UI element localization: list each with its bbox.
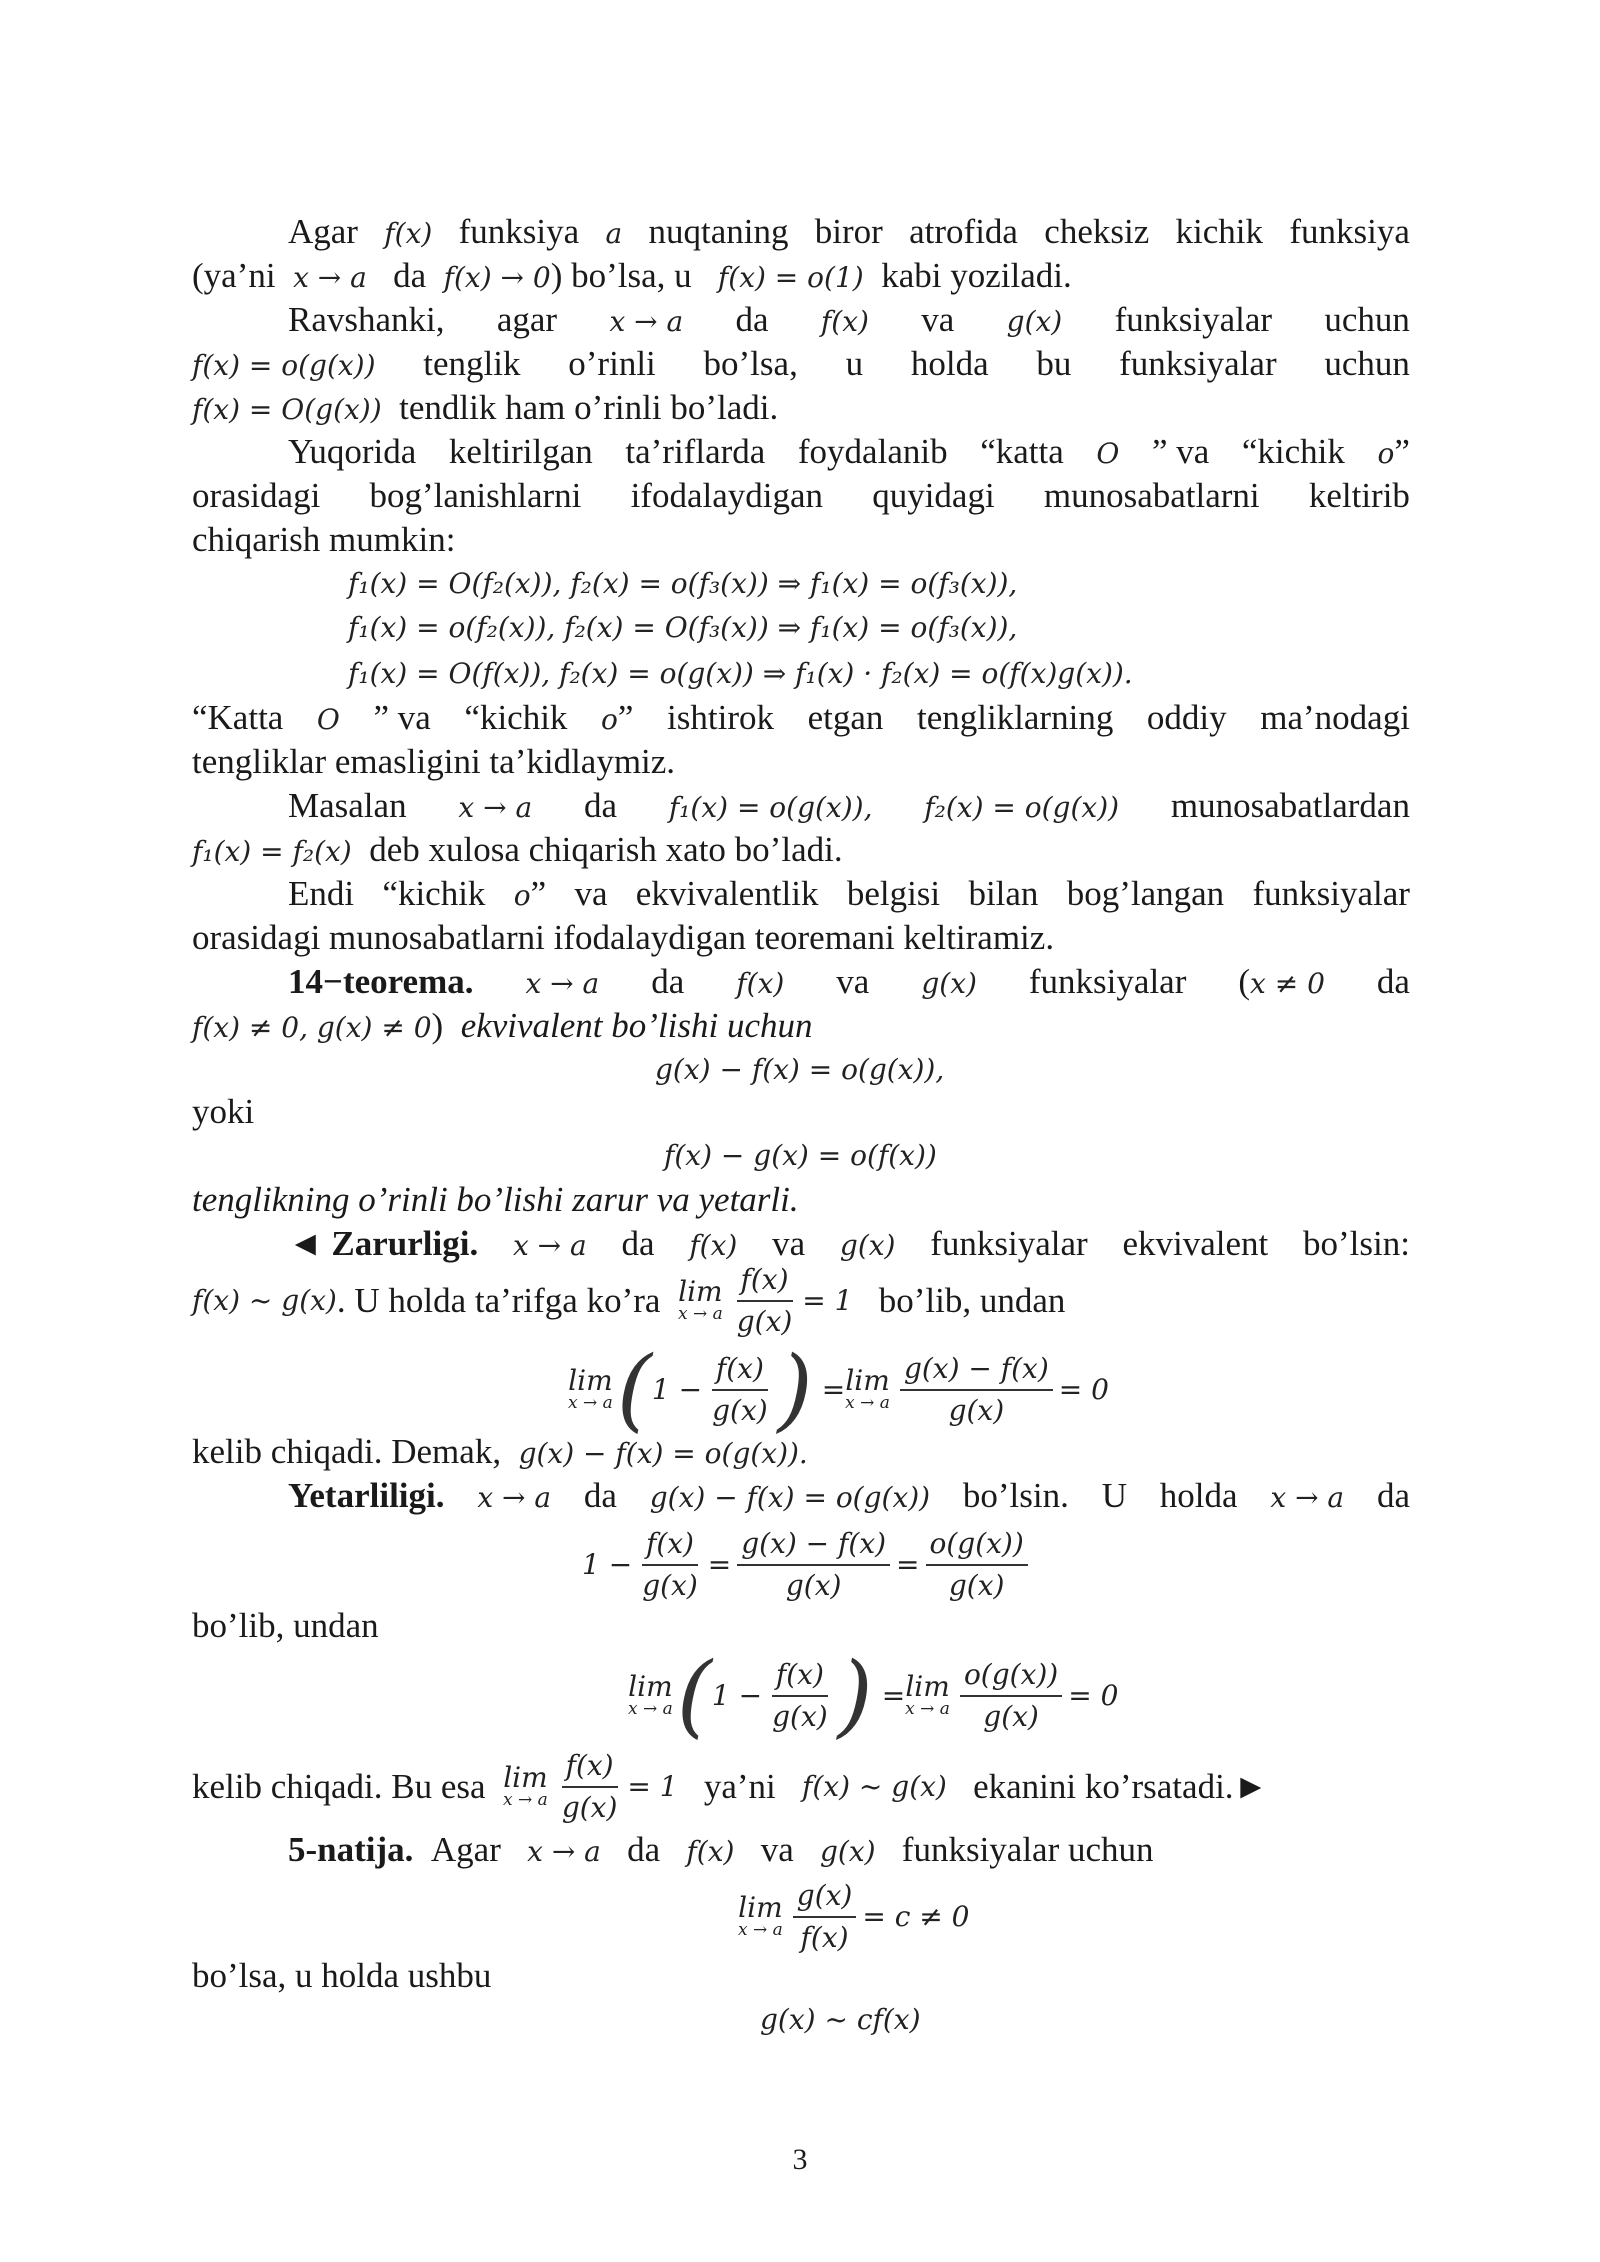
math: f(x) ~ g(x) bbox=[802, 1770, 947, 1803]
text: bilan bbox=[968, 874, 1039, 913]
text: cheksiz bbox=[1044, 212, 1150, 251]
text: ) bo’lsa, u bbox=[550, 256, 692, 295]
text: quyidagi bbox=[872, 476, 995, 515]
numerator: o(g(x)) bbox=[926, 1524, 1028, 1566]
text: o’rinli bbox=[568, 344, 656, 383]
p4-line-1 bbox=[192, 696, 1410, 742]
corollary-line-2: bo’lsa, u holda ushbu bbox=[192, 1956, 492, 1995]
math: f(x) → 0 bbox=[443, 261, 551, 294]
sufficiency-title: Yetarliligi. bbox=[288, 1476, 445, 1515]
text: da bbox=[1376, 1476, 1410, 1515]
math: f(x) ≠ 0, g(x) ≠ 0 bbox=[192, 1011, 432, 1044]
text: Endi bbox=[288, 874, 355, 913]
math: g(x) − f(x) = o(g(x)) bbox=[649, 1481, 931, 1514]
math: f(x) bbox=[689, 1229, 738, 1262]
text: funksiyalar bbox=[1119, 344, 1277, 383]
math: o bbox=[601, 703, 618, 736]
math: f(x) bbox=[736, 967, 785, 1000]
text: holda bbox=[1159, 1476, 1238, 1515]
denominator: g(x) bbox=[736, 1305, 793, 1338]
p3-line-1 bbox=[288, 430, 1410, 476]
denominator: g(x) bbox=[772, 1700, 828, 1733]
text: bog’langan bbox=[1066, 874, 1225, 913]
text: biror bbox=[814, 212, 883, 251]
lim-subscript: x → a bbox=[905, 1699, 950, 1719]
relation-2: f₁(x) = o(f₂(x)), f₂(x) = O(f₃(x)) ⇒ f₁(x) = o(f₃(x)), bbox=[348, 611, 1018, 644]
math: = bbox=[896, 1548, 920, 1581]
denominator: g(x) bbox=[561, 1791, 618, 1824]
limit bbox=[845, 1364, 890, 1413]
lim-subscript: x → a bbox=[677, 1304, 723, 1324]
necessity-line-2 bbox=[192, 1256, 1065, 1346]
lim-subscript: x → a bbox=[568, 1393, 613, 1413]
lim-subscript: x → a bbox=[845, 1393, 890, 1413]
math: = bbox=[821, 1373, 846, 1406]
text: kichik bbox=[1175, 212, 1264, 251]
text: ekanini ko’rsatadi. bbox=[973, 1767, 1234, 1806]
text: bu bbox=[1036, 344, 1072, 383]
text: funksiyalar uchun bbox=[901, 1830, 1154, 1869]
fraction bbox=[708, 1349, 772, 1431]
text: orasidagi bbox=[192, 476, 321, 515]
p2-line-1 bbox=[288, 298, 1410, 344]
limit bbox=[568, 1364, 613, 1413]
math: = 0 bbox=[1058, 1373, 1109, 1406]
fraction bbox=[638, 1524, 702, 1606]
fraction bbox=[793, 1876, 857, 1958]
math: x → a bbox=[525, 967, 600, 1000]
math: x → a bbox=[1270, 1481, 1345, 1514]
p6-line-1 bbox=[288, 872, 1410, 918]
text: bo’lsin. bbox=[962, 1476, 1069, 1515]
text: (ya’ni bbox=[192, 256, 276, 295]
text: belgisi bbox=[846, 874, 941, 913]
math: f₁(x) = f₂(x) bbox=[192, 835, 352, 868]
text: da bbox=[583, 786, 617, 825]
theorem-formula-2: f(x) − g(x) = o(f(x)) bbox=[664, 1139, 937, 1172]
math: g(x) bbox=[1006, 305, 1063, 338]
limit bbox=[628, 1670, 673, 1719]
text: atrofida bbox=[909, 212, 1018, 251]
math: = 1 bbox=[802, 1284, 853, 1317]
proof-end-marker: ► bbox=[1233, 1767, 1269, 1806]
math: x → a bbox=[293, 261, 367, 294]
denominator: g(x) bbox=[948, 1569, 1005, 1602]
text: Agar bbox=[430, 1830, 501, 1869]
denominator: g(x) bbox=[983, 1700, 1039, 1733]
denominator: g(x) bbox=[712, 1394, 768, 1427]
text: tengliklarning bbox=[916, 698, 1114, 737]
limit bbox=[905, 1670, 950, 1719]
fraction bbox=[733, 1260, 797, 1342]
text: ( bbox=[1238, 962, 1251, 1001]
text: “katta bbox=[980, 432, 1064, 471]
denominator: g(x) bbox=[785, 1569, 842, 1602]
text: uchun bbox=[1324, 300, 1410, 339]
math: o bbox=[1377, 437, 1395, 470]
lim-label: lim bbox=[568, 1364, 613, 1397]
text: tenglik bbox=[423, 344, 521, 383]
math: f(x) ~ g(x) bbox=[192, 1284, 337, 1317]
text: va bbox=[836, 962, 870, 1001]
text: bo’lsin: bbox=[1303, 1224, 1410, 1263]
denominator: g(x) bbox=[948, 1394, 1005, 1427]
lim-subscript: x → a bbox=[738, 1920, 783, 1940]
math: f(x) bbox=[686, 1835, 735, 1868]
fraction bbox=[900, 1349, 1053, 1431]
text: kelib chiqadi. Bu esa bbox=[192, 1767, 486, 1806]
math: 1 − bbox=[651, 1373, 703, 1406]
text: “kichik bbox=[1241, 432, 1345, 471]
text: “Katta bbox=[192, 698, 284, 737]
math: = bbox=[881, 1679, 906, 1712]
math: = 0 bbox=[1068, 1679, 1119, 1712]
math: g(x) − f(x) = o(g(x)). bbox=[518, 1437, 808, 1470]
text: kelib chiqadi. Demak, bbox=[192, 1432, 502, 1471]
text: . U holda ta’rifga ko’ra bbox=[336, 1281, 661, 1320]
lim-label: lim bbox=[628, 1670, 673, 1703]
text: Ravshanki, bbox=[288, 300, 445, 339]
limit bbox=[503, 1761, 548, 1810]
numerator: g(x) − f(x) bbox=[900, 1349, 1053, 1391]
text: ekvivalent bo’lishi uchun bbox=[460, 1006, 813, 1045]
text: ” bbox=[1394, 432, 1410, 471]
sufficiency-line-1 bbox=[288, 1474, 1410, 1520]
relation-3: f₁(x) = O(f(x)), f₂(x) = o(g(x)) ⇒ f₁(x) · f₂(x) = o(f(x)g(x)). bbox=[348, 657, 1133, 690]
math: g(x) bbox=[839, 1229, 896, 1262]
text: ya’ni bbox=[703, 1767, 776, 1806]
necessity-line-3 bbox=[192, 1430, 808, 1476]
limit bbox=[677, 1275, 723, 1324]
text: da bbox=[627, 1830, 661, 1869]
text: va bbox=[772, 1224, 806, 1263]
numerator: o(g(x)) bbox=[960, 1655, 1062, 1697]
text: ” va bbox=[373, 698, 431, 737]
math: f₁(x) = o(g(x)), bbox=[668, 791, 873, 824]
math: f(x) bbox=[820, 305, 869, 338]
p1-line-1 bbox=[288, 210, 1410, 256]
theorem-formula-1: g(x) − f(x) = o(g(x)), bbox=[655, 1053, 945, 1086]
text: da bbox=[393, 256, 427, 295]
proof-start-marker: ◄ bbox=[288, 1224, 323, 1263]
lim-label: lim bbox=[905, 1670, 950, 1703]
text: agar bbox=[496, 300, 558, 339]
math: o bbox=[513, 879, 531, 912]
lim-label: lim bbox=[845, 1364, 890, 1397]
fraction bbox=[737, 1524, 890, 1606]
text: “kichik bbox=[464, 698, 568, 737]
text: oddiy bbox=[1146, 698, 1227, 737]
text: funksiyalar bbox=[1252, 874, 1410, 913]
lim-label: lim bbox=[503, 1761, 548, 1794]
text: Yuqorida bbox=[288, 432, 417, 471]
text: etgan bbox=[807, 698, 884, 737]
math: f(x) = o(1) bbox=[717, 261, 864, 294]
math: x → a bbox=[512, 1229, 587, 1262]
necessity-display: lim x → a ( 1 − $\frac{f(x)}{g(x)}$ ) = lim x → a $\frac{g(x) - f(x)}{g(x)}$ = 0 bbox=[568, 1337, 1109, 1442]
math: f₂(x) = o(g(x)) bbox=[924, 791, 1120, 824]
text: “kichik bbox=[382, 874, 486, 913]
sufficiency-display-1 bbox=[582, 1520, 1034, 1610]
p5-line-2 bbox=[192, 828, 843, 874]
text: Agar bbox=[288, 212, 358, 251]
text: ta’riflarda bbox=[625, 432, 766, 471]
text: munosabatlardan bbox=[1170, 786, 1410, 825]
or-word: yoki bbox=[192, 1092, 255, 1131]
math: x → a bbox=[527, 1835, 601, 1868]
fraction bbox=[960, 1655, 1062, 1737]
theorem-line-1 bbox=[288, 960, 1410, 1006]
text: va bbox=[574, 874, 608, 913]
p2-line-3 bbox=[192, 386, 778, 432]
text: keltirib bbox=[1308, 476, 1410, 515]
sufficiency-line-3 bbox=[192, 1742, 1268, 1832]
math: = bbox=[707, 1548, 732, 1581]
math: a bbox=[605, 217, 623, 250]
text: U bbox=[1101, 1476, 1127, 1515]
math: f(x) = O(g(x)) bbox=[192, 393, 382, 426]
fraction bbox=[768, 1655, 832, 1737]
relation-1: f₁(x) = O(f₂(x)), f₂(x) = o(f₃(x)) ⇒ f₁(x) = o(f₃(x)), bbox=[348, 567, 1018, 600]
text: va bbox=[760, 1830, 794, 1869]
sufficiency-display-2: lim x → a ( 1 − $\frac{f(x)}{g(x)}$ ) = lim x → a $\frac{o(g(x))}{g(x)}$ = 0 bbox=[628, 1643, 1119, 1748]
text: ma’nodagi bbox=[1260, 698, 1410, 737]
text: funksiyalar bbox=[1028, 962, 1187, 1001]
math: x → a bbox=[458, 791, 533, 824]
numerator: f(x) bbox=[562, 1746, 618, 1788]
text: kabi yoziladi. bbox=[881, 256, 1072, 295]
p2-line-2 bbox=[192, 342, 1410, 388]
lim-subscript: x → a bbox=[628, 1699, 673, 1719]
math: f(x) = o(g(x)) bbox=[192, 349, 376, 382]
text: bo’lib, undan bbox=[878, 1281, 1066, 1320]
fraction bbox=[926, 1524, 1028, 1606]
math: f(x) bbox=[384, 217, 433, 250]
math: x ≠ 0 bbox=[1250, 967, 1325, 1000]
text: ekvivalent bbox=[1122, 1224, 1269, 1263]
denominator: g(x) bbox=[642, 1569, 698, 1602]
text: funksiyalar bbox=[930, 1224, 1088, 1263]
math: O bbox=[1096, 437, 1120, 470]
theorem-conclusion: tenglikning o’rinli bo’lishi zarur va yetarli. bbox=[192, 1180, 799, 1219]
text: ) bbox=[431, 1006, 444, 1045]
p3-line-3: chiqarish mumkin: bbox=[192, 520, 456, 559]
numerator: f(x) bbox=[642, 1524, 698, 1566]
text: bo’lsa, bbox=[703, 344, 798, 383]
denominator: f(x) bbox=[800, 1921, 849, 1954]
numerator: g(x) − f(x) bbox=[737, 1524, 890, 1566]
text: tendlik ham o’rinli bo’ladi. bbox=[399, 388, 779, 427]
text: deb xulosa chiqarish xato bo’ladi. bbox=[369, 830, 843, 869]
text: da bbox=[651, 962, 685, 1001]
math: = 1 bbox=[627, 1770, 678, 1803]
text: funksiyalar bbox=[1114, 300, 1273, 339]
text: funksiya bbox=[458, 212, 580, 251]
limit bbox=[738, 1891, 783, 1940]
corollary-title: 5-natija. bbox=[288, 1830, 414, 1869]
corollary-display bbox=[738, 1872, 969, 1962]
p5-line-1 bbox=[288, 784, 1410, 830]
text: uchun bbox=[1324, 344, 1410, 383]
theorem-line-2 bbox=[192, 1004, 813, 1050]
fraction bbox=[558, 1746, 622, 1828]
text: ishtirok bbox=[667, 698, 774, 737]
numerator: g(x) bbox=[793, 1876, 857, 1918]
text: ” bbox=[617, 698, 634, 737]
numerator: f(x) bbox=[772, 1655, 828, 1697]
text: holda bbox=[910, 344, 989, 383]
p6-line-2: orasidagi munosabatlarni ifodalaydigan teoremani keltiramiz. bbox=[192, 918, 1055, 957]
text: ifodalaydigan bbox=[630, 476, 824, 515]
math: 1 − bbox=[582, 1548, 633, 1581]
lim-subscript: x → a bbox=[503, 1790, 548, 1810]
text: ekvivalentlik bbox=[635, 874, 819, 913]
math: = c ≠ 0 bbox=[862, 1900, 970, 1933]
math: g(x) bbox=[921, 967, 977, 1000]
math: x → a bbox=[477, 1481, 552, 1514]
p4-line-2: tengliklar emasligini ta’kidlaymiz. bbox=[192, 742, 676, 781]
text: ” va bbox=[1151, 432, 1210, 471]
text: u bbox=[845, 344, 864, 383]
lim-label: lim bbox=[678, 1275, 723, 1308]
corollary-formula: g(x) ~ cf(x) bbox=[760, 2003, 921, 2036]
numerator: f(x) bbox=[712, 1349, 768, 1391]
necessity-title: Zarurligi. bbox=[331, 1224, 479, 1263]
text: foydalanib bbox=[797, 432, 948, 471]
text: keltirilgan bbox=[448, 432, 593, 471]
text: da bbox=[735, 300, 769, 339]
math: g(x) bbox=[819, 1835, 876, 1868]
text: ” bbox=[530, 874, 547, 913]
numerator: f(x) bbox=[737, 1260, 793, 1302]
theorem-title: 14−teorema. bbox=[288, 962, 474, 1001]
text: munosabatlarni bbox=[1043, 476, 1260, 515]
text: va bbox=[921, 300, 955, 339]
text: nuqtaning bbox=[648, 212, 789, 251]
text: bog’lanishlarni bbox=[369, 476, 582, 515]
corollary-line-1 bbox=[288, 1828, 1154, 1874]
math: O bbox=[316, 703, 340, 736]
math: x → a bbox=[609, 305, 684, 338]
p3-line-2 bbox=[192, 474, 1410, 518]
text: Masalan bbox=[288, 786, 407, 825]
text: funksiya bbox=[1289, 212, 1410, 251]
math: 1 − bbox=[711, 1679, 763, 1712]
sufficiency-line-2: bo’lib, undan bbox=[192, 1606, 379, 1645]
text: da bbox=[583, 1476, 617, 1515]
text: da bbox=[1376, 962, 1410, 1001]
text: da bbox=[621, 1224, 655, 1263]
p1-line-2 bbox=[192, 254, 1072, 300]
page-number: 3 bbox=[792, 2143, 808, 2176]
lim-label: lim bbox=[738, 1891, 783, 1924]
